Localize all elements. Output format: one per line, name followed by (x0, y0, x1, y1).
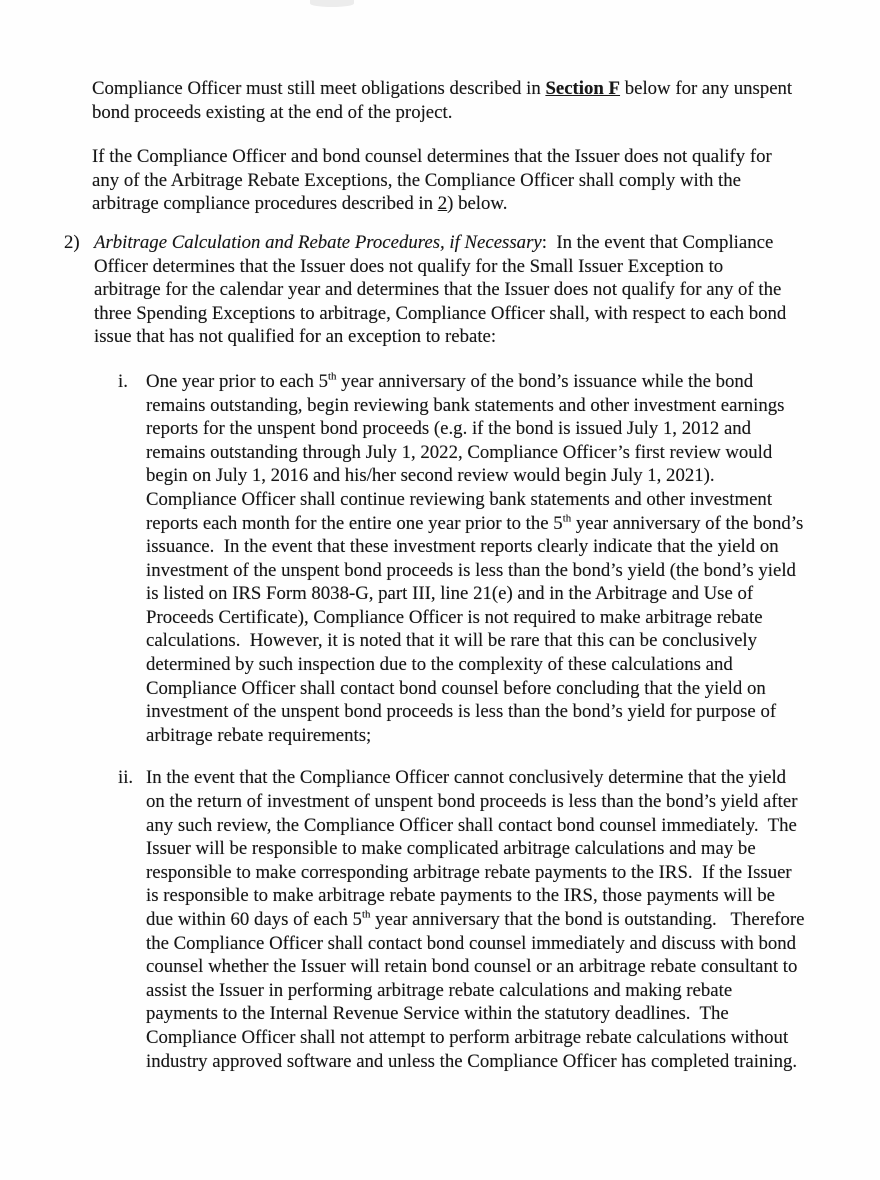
list-item-ii-marker: ii. (118, 767, 134, 789)
paragraph-obligations: Compliance Officer must still meet obligations described in Section F below for any unspent bond proceeds existing at the end of the project. (92, 78, 797, 123)
section-2 (64, 231, 806, 349)
section-2-marker: 2) (64, 231, 80, 253)
paragraph-qualification: If the Compliance Officer and bond counsel determines that the Issuer does not qualify for any of the Arbitrage Rebate Exceptions, the Compliance Officer shall comply with the arbitrage compliance procedures described in 2) below. (92, 146, 777, 215)
list-item-i-text: One year prior to each 5th year anniversary of the bond’s issuance while the bond remains outstanding, begin reviewing bank statements and other investment earnings reports for the unspent bond proceeds (e.g. if the bond is issued July 1, 2012 and remains outstanding through July 1, 2022, Compliance Officer’s first review would begin on July 1, 2016 and his/her second review would begin July 1, 2021). Compliance Officer shall continue reviewing bank statements and other investment reports each month for the entire one year prior to the 5th year anniversary of the bond’s issuance. In the event that these investment reports clearly indicate that the yield on investment of the unspent bond proceeds is less than the bond’s yield (the bond’s yield is listed on IRS Form 8038-G, part III, line 21(e) and in the Arbitrage and Use of Proceeds Certificate), Compliance Officer is not required to make arbitrage rebate calculations. However, it is noted that it will be rare that this can be conclusively determined by such inspection due to the complexity of these calculations and Compliance Officer shall contact bond counsel before concluding that the yield on investment of the unspent bond proceeds is less than the bond’s yield for purpose of arbitrage rebate requirements; (146, 370, 808, 746)
list-item-ii-text: In the event that the Compliance Officer cannot conclusively determine that the yield on the return of investment of unspent bond proceeds is less than the bond’s yield after any such review, the Compliance Officer shall contact bond counsel immediately. The Issuer will be responsible to make complicated arbitrage calculations and may be responsible to make corresponding arbitrage rebate payments to the IRS. If the Issuer is responsible to make arbitrage rebate payments to the IRS, those payments will be due within 60 days of each 5th year anniversary that the bond is outstanding. Therefore the Compliance Officer shall contact bond counsel immediately and discuss with bond counsel whether the Issuer will retain bond counsel or an arbitrage rebate consultant to assist the Issuer in performing arbitrage rebate calculations and making rebate payments to the Internal Revenue Service within the statutory deadlines. The Compliance Officer shall not attempt to perform arbitrage rebate calculations without industry approved software and unless the Compliance Officer has completed training. (146, 767, 810, 1072)
list-item-i (118, 370, 806, 748)
document-content (0, 77, 810, 1092)
section-2-text: Arbitrage Calculation and Rebate Procedures, if Necessary: In the event that Compliance Officer determines that the Issuer does not qualify for the Small Issuer Exception to arbitrage for the calendar year and determines that the Issuer does not qualify for any of the three Spending Exceptions to arbitrage, Compliance Officer shall, with respect to each bond issue that has not qualified for an exception to rebate: (94, 231, 791, 348)
scan-artifact (310, 0, 354, 7)
list-item-ii (118, 766, 810, 1073)
list-item-i-marker: i. (118, 370, 128, 392)
